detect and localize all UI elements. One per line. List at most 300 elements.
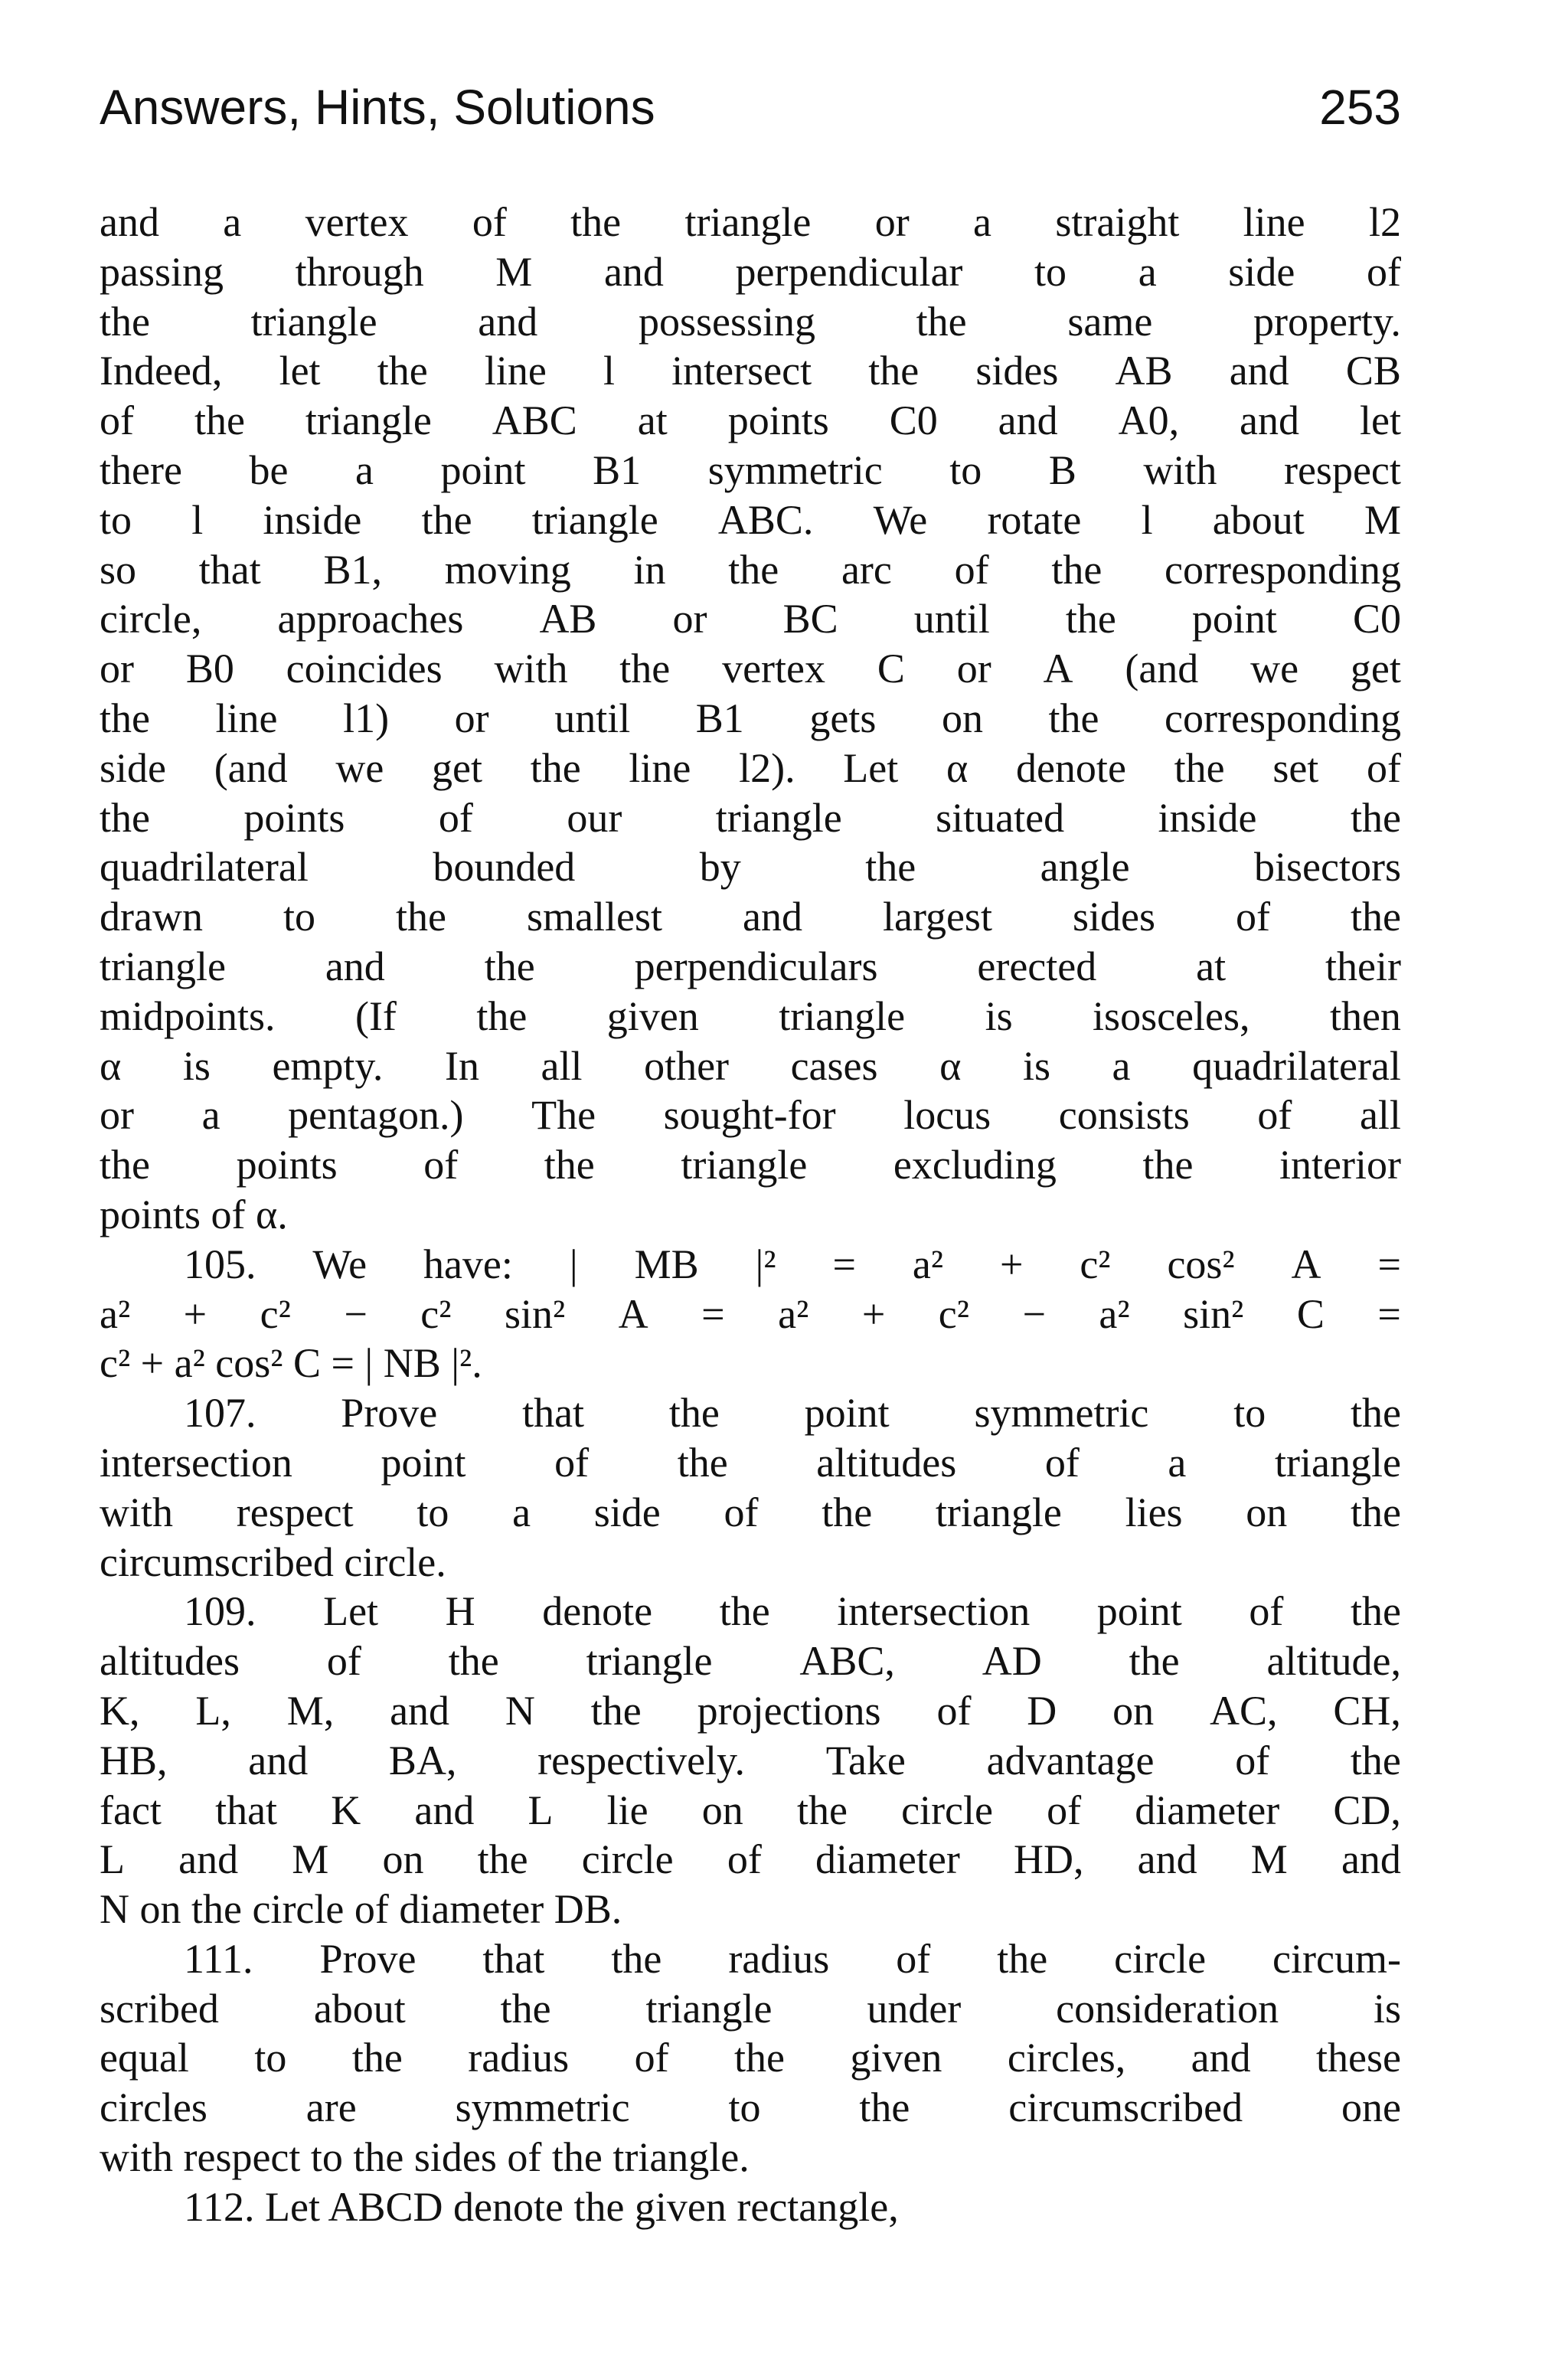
word: on (941, 695, 983, 741)
word: and (1191, 2035, 1251, 2081)
word: altitudes (816, 1439, 957, 1486)
word: at (1196, 943, 1227, 989)
word: we (1250, 646, 1299, 692)
word: triangle (531, 496, 658, 543)
word: respect (236, 1489, 354, 1535)
word: triangle (1274, 1439, 1401, 1486)
word: of (100, 397, 134, 444)
word: scribed (100, 1985, 219, 2032)
text-line (100, 1587, 1401, 1636)
word: a² (1099, 1290, 1130, 1337)
word: the (796, 1787, 848, 1833)
word: let (279, 348, 321, 394)
word: these (1316, 2035, 1401, 2081)
word: consists (1058, 1092, 1190, 1139)
word: or (956, 646, 991, 692)
word: the (448, 1638, 499, 1685)
word: C (1296, 1290, 1325, 1337)
word: Let (843, 744, 899, 791)
text-line (100, 396, 1401, 446)
text-line (100, 892, 1401, 942)
word: to (949, 446, 982, 493)
text-line (100, 297, 1401, 347)
word: the (1351, 1489, 1401, 1535)
word: CB (1345, 348, 1401, 394)
word: triangle (305, 397, 432, 444)
word: the (100, 794, 150, 841)
word: the (351, 2035, 403, 2081)
word: A0, (1118, 397, 1180, 444)
word: BA, (388, 1737, 457, 1783)
word: all (1359, 1092, 1401, 1139)
word: there (100, 446, 182, 493)
word: a (512, 1489, 531, 1535)
word: In (444, 1042, 479, 1089)
word: points (243, 794, 345, 841)
word: a (201, 1092, 220, 1139)
word: AB (1115, 348, 1173, 394)
word: of (1367, 744, 1401, 791)
word: diameter (1135, 1787, 1280, 1833)
word: or (874, 199, 910, 245)
word: or (672, 596, 707, 642)
word: the (865, 844, 916, 891)
word: to (254, 2035, 287, 2081)
word: |² (755, 1241, 776, 1287)
word: in (633, 546, 666, 593)
word: point (381, 1439, 466, 1486)
text-line (100, 992, 1401, 1041)
word: projections (697, 1687, 881, 1734)
word: + (999, 1241, 1024, 1287)
text-line (100, 1290, 1401, 1339)
text-line (100, 198, 1401, 247)
word: c² (420, 1290, 452, 1337)
word: at (637, 397, 668, 444)
word: triangle (250, 298, 377, 345)
word: moving (444, 546, 571, 593)
word: on (1112, 1687, 1155, 1734)
page-header (100, 69, 1401, 145)
word: about (313, 1985, 406, 2032)
text-line (100, 495, 1401, 545)
text-line: N on the circle of diameter DB. (100, 1886, 622, 1933)
word: C0 (1352, 596, 1401, 642)
word: AC, (1210, 1687, 1278, 1734)
text-line (100, 594, 1401, 644)
word: approaches (277, 596, 464, 642)
word: vertex (722, 646, 826, 692)
word: 109. (184, 1588, 256, 1635)
text-line: 112. Let ABCD denote the given rectangle, (184, 2183, 899, 2230)
word: perpendicular (735, 248, 963, 295)
word: of (438, 794, 473, 841)
word: perpendiculars (634, 943, 878, 989)
word: M, (286, 1687, 335, 1734)
word: of (724, 1489, 759, 1535)
word: fact (100, 1787, 162, 1833)
word: the (868, 348, 920, 394)
word: the (1350, 894, 1401, 940)
word: line (629, 744, 691, 791)
word: the (619, 646, 671, 692)
word: midpoints. (100, 992, 276, 1039)
word: is (182, 1042, 211, 1089)
word: c² (1080, 1241, 1111, 1287)
text-line (100, 1438, 1401, 1488)
word: the (476, 992, 528, 1039)
word: and (248, 1737, 309, 1783)
word: Take (825, 1737, 906, 1783)
word: consideration (1056, 1985, 1279, 2032)
word: HD, (1014, 1836, 1084, 1883)
word: AB (539, 596, 597, 642)
word: and (478, 298, 538, 345)
word: denote (542, 1588, 653, 1635)
word: of (1249, 1588, 1284, 1635)
word: the (719, 1588, 770, 1635)
word: a (973, 199, 992, 245)
word: the (421, 496, 472, 543)
word: the (1051, 546, 1102, 593)
word: and (603, 248, 664, 295)
word: the (997, 1935, 1048, 1982)
word: the (484, 943, 535, 989)
text-line (100, 1041, 1401, 1091)
word: empty. (272, 1042, 384, 1089)
word: A (1043, 646, 1073, 692)
word: symmetric (707, 446, 883, 493)
word: sought-for (663, 1092, 836, 1139)
word: MB (634, 1241, 699, 1287)
book-page (100, 69, 1401, 2328)
word: drawn (100, 894, 203, 940)
word: and (100, 199, 159, 245)
word: B0 (185, 646, 234, 692)
word: altitude, (1266, 1638, 1401, 1685)
word: circle (581, 1836, 674, 1883)
word: through (295, 248, 424, 295)
word: the (477, 1836, 528, 1883)
text-line (100, 446, 1401, 495)
word: of (1235, 894, 1270, 940)
word: on (701, 1787, 743, 1833)
word: and (743, 894, 802, 940)
word: their (1325, 943, 1401, 989)
word: the (1129, 1638, 1180, 1685)
word: let (1359, 397, 1401, 444)
word: triangle (684, 199, 812, 245)
word: side (1228, 248, 1295, 295)
word: rotate (987, 496, 1082, 543)
word: the (1350, 1737, 1401, 1783)
word: the (1350, 794, 1401, 841)
word: C0 (889, 397, 938, 444)
word: the (590, 1687, 642, 1734)
text-line (100, 1488, 1401, 1538)
word: or (100, 646, 134, 692)
word: triangle (100, 943, 226, 989)
word: of (896, 1935, 931, 1982)
word: given (850, 2035, 942, 2081)
word: a (223, 199, 242, 245)
word: 105. (184, 1241, 256, 1287)
word: that (215, 1787, 278, 1833)
word: α (946, 744, 969, 791)
word: circum- (1272, 1935, 1401, 1982)
word: of (472, 199, 507, 245)
word: of (423, 1142, 459, 1188)
word: 107. (184, 1390, 256, 1437)
text-line (100, 1835, 1401, 1885)
word: lies (1125, 1489, 1183, 1535)
word: = (701, 1290, 725, 1337)
word: c² (938, 1290, 969, 1337)
word: of (1257, 1092, 1292, 1139)
word: arc (841, 546, 892, 593)
word: cos² (1167, 1241, 1235, 1287)
word: of (1044, 1439, 1080, 1486)
word: L, (195, 1687, 231, 1734)
word: M (292, 1836, 329, 1883)
word: property. (1253, 298, 1401, 345)
word: AD (982, 1638, 1042, 1685)
word: triangle (681, 1142, 808, 1188)
word: intersection (100, 1439, 292, 1486)
text-line (100, 1636, 1401, 1686)
word: diameter (815, 1836, 960, 1883)
word: M (1364, 496, 1401, 543)
text-line (100, 644, 1401, 694)
word: side (100, 744, 166, 791)
word: lie (606, 1787, 648, 1833)
word: the (1350, 1588, 1401, 1635)
word: of (1047, 1787, 1082, 1833)
text-line (100, 744, 1401, 793)
word: pentagon.) (288, 1092, 464, 1139)
word: coincides (286, 646, 443, 692)
word: circles (100, 2084, 207, 2131)
word: a² (778, 1290, 809, 1337)
text-line: points of α. (100, 1191, 288, 1237)
word: Let (323, 1588, 379, 1635)
word: the (500, 1985, 551, 2032)
word: and (1137, 1836, 1197, 1883)
word: l2). (739, 744, 795, 791)
word: of (554, 1439, 590, 1486)
word: until (913, 596, 990, 642)
running-head: Answers, Hints, Solutions (100, 80, 655, 135)
word: A (1291, 1241, 1321, 1287)
word: sides (1072, 894, 1155, 940)
word: M (495, 248, 533, 295)
word: with (1143, 446, 1217, 493)
word: one (1341, 2084, 1401, 2131)
word: the (100, 695, 150, 741)
word: is (1373, 1985, 1401, 2032)
word: = (1377, 1241, 1401, 1287)
word: point (1191, 596, 1277, 642)
word: the (194, 397, 245, 444)
word: side (593, 1489, 661, 1535)
word: l (1141, 496, 1153, 543)
word: intersection (837, 1588, 1031, 1635)
word: points (236, 1142, 338, 1188)
page-number: 253 (1319, 80, 1401, 135)
word: the (668, 1390, 720, 1437)
word: angle (1040, 844, 1130, 891)
word: a (355, 446, 374, 493)
word: point (1096, 1588, 1182, 1635)
word: the (544, 1142, 595, 1188)
text-line (100, 1786, 1401, 1836)
word: smallest (527, 894, 662, 940)
word: the (1048, 695, 1099, 741)
word: B1 (593, 446, 642, 493)
text-line (100, 545, 1401, 595)
word: the (396, 894, 446, 940)
word: Prove (319, 1935, 416, 1982)
word: respect (1283, 446, 1401, 493)
text-line (100, 346, 1401, 396)
word: have: (423, 1241, 513, 1287)
word: radius (728, 1935, 830, 1982)
word: L (100, 1836, 125, 1883)
word: symmetric (974, 1390, 1149, 1437)
word: vertex (305, 199, 409, 245)
word: isosceles, (1093, 992, 1250, 1039)
word: CD, (1333, 1787, 1401, 1833)
text-line (100, 1090, 1401, 1140)
word: the (570, 199, 622, 245)
word: denote (1015, 744, 1126, 791)
word: straight (1055, 199, 1180, 245)
word: α (939, 1042, 962, 1089)
word: be (249, 446, 289, 493)
word: point (804, 1390, 890, 1437)
word: locus (903, 1092, 991, 1139)
word: the (728, 546, 779, 593)
word: of (936, 1687, 972, 1734)
word: triangle (586, 1638, 713, 1685)
word: points (727, 397, 829, 444)
word: set (1272, 744, 1319, 791)
text-line (100, 1934, 1401, 1984)
word: bisectors (1254, 844, 1401, 891)
word: to (1034, 248, 1067, 295)
word: and (998, 397, 1058, 444)
word: triangle (935, 1489, 1062, 1535)
word: B (1048, 446, 1076, 493)
word: c² (260, 1290, 291, 1337)
word: circle, (100, 596, 202, 642)
word: BC (782, 596, 838, 642)
word: the (822, 1489, 873, 1535)
word: and (178, 1836, 239, 1883)
word: (and (214, 744, 288, 791)
word: and (1240, 397, 1300, 444)
word: to (283, 894, 315, 940)
word: to (100, 496, 132, 543)
word: + (183, 1290, 207, 1337)
text-line (100, 1388, 1401, 1438)
text-line (100, 2083, 1401, 2133)
word: or (454, 695, 489, 741)
word: Prove (341, 1390, 438, 1437)
word: We (312, 1241, 368, 1287)
word: other (644, 1042, 730, 1089)
word: until (554, 695, 631, 741)
word: and (414, 1787, 475, 1833)
word: circle (901, 1787, 993, 1833)
word: are (305, 2084, 357, 2131)
word: sin² (1183, 1290, 1244, 1337)
word: our (567, 794, 622, 841)
word: Indeed, (100, 348, 223, 394)
word: the (916, 298, 967, 345)
text-line (100, 2033, 1401, 2083)
word: by (699, 844, 741, 891)
word: the (1065, 596, 1116, 642)
word: sin² (504, 1290, 566, 1337)
text-line: c² + a² cos² C = | NB |². (100, 1340, 482, 1387)
word: we (335, 744, 384, 791)
word: with (494, 646, 568, 692)
word: of (727, 1836, 762, 1883)
word: and (1229, 348, 1289, 394)
word: all (541, 1042, 583, 1089)
word: α (100, 1042, 122, 1089)
word: of (1366, 248, 1401, 295)
word: radius (468, 2035, 570, 2081)
word: HB, (100, 1737, 168, 1783)
text-line: circumscribed circle. (100, 1538, 446, 1585)
word: is (985, 992, 1013, 1039)
word: N (505, 1687, 535, 1734)
word: sides (975, 348, 1059, 394)
word: B1, (323, 546, 382, 593)
word: or (100, 1092, 134, 1139)
word: a (1138, 248, 1157, 295)
word: the (1142, 1142, 1194, 1188)
text-line (100, 1140, 1401, 1190)
word: the (100, 298, 150, 345)
word: same (1067, 298, 1153, 345)
word: equal (100, 2035, 189, 2081)
word: − (344, 1290, 368, 1337)
word: a (1168, 1439, 1187, 1486)
word: given (606, 992, 699, 1039)
word: 111. (184, 1935, 253, 1982)
word: + (861, 1290, 886, 1337)
text-line (100, 942, 1401, 992)
word: a² (912, 1241, 944, 1287)
word: that (198, 546, 261, 593)
word: of (634, 2035, 669, 2081)
word: to (1233, 1390, 1266, 1437)
word: to (728, 2084, 761, 2131)
word: (If (354, 992, 397, 1039)
word: on (382, 1836, 424, 1883)
text-line (100, 694, 1401, 744)
word: and (390, 1687, 450, 1734)
word: ABC. (717, 496, 814, 543)
word: intersect (671, 348, 812, 394)
word: triangle (715, 794, 842, 841)
word: under (867, 1985, 962, 2032)
word: of (954, 546, 989, 593)
word: l (191, 496, 204, 543)
